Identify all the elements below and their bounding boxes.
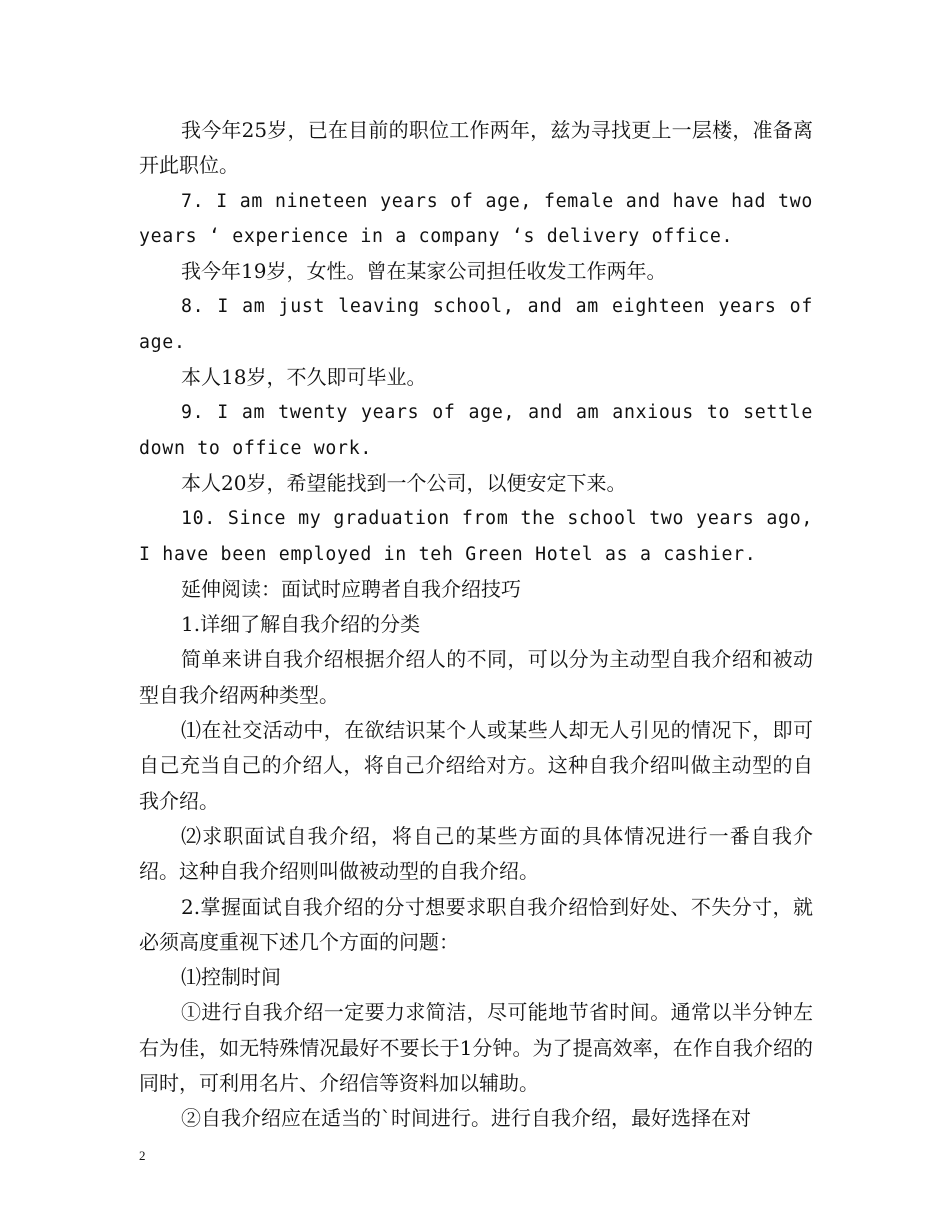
paragraph: ⑴在社交活动中，在欲结识某个人或某些人却无人引见的情况下，即可自己充当自己的介绍人，将自己介绍给对方。这种自我介绍叫做主动型的自我介绍。 — [139, 718, 813, 813]
paragraph-english: 9. I am twenty years of age, and am anxious to settle down to office work. — [139, 402, 813, 459]
paragraph-english: 7. I am nineteen years of age, female and have had two years ‘ experience in a company ‘s delivery office. — [139, 190, 813, 247]
paragraph: 我今年25岁，已在目前的职位工作两年，兹为寻找更上一层楼，准备离开此职位。 — [139, 118, 813, 178]
subsection-heading: 1.详细了解自我介绍的分类 — [181, 612, 421, 637]
page-number: 2 — [139, 1148, 146, 1163]
paragraph: ①进行自我介绍一定要力求简洁，尽可能地节省时间。通常以半分钟左右为佳，如无特殊情况最好不要长于1分钟。为了提高效率，在作自我介绍的同时，可利用名片、介绍信等资料加以辅助。 — [139, 1000, 813, 1096]
paragraph: ⑵求职面试自我介绍，将自己的某些方面的具体情况进行一番自我介绍。这种自我介绍则叫做被动型的自我介绍。 — [139, 823, 813, 884]
document-body — [139, 113, 813, 1137]
subsection-heading: 2.掌握面试自我介绍的分寸想要求职自我介绍恰到好处、不失分寸，就必须高度重视下述几个方面的问题： — [139, 894, 813, 954]
paragraph: 本人18岁，不久即可毕业。 — [181, 365, 427, 390]
paragraph: 简单来讲自我介绍根据介绍人的不同，可以分为主动型自我介绍和被动型自我介绍两种类型。 — [139, 647, 813, 707]
paragraph-english: 8. I am just leaving school, and am eighteen years of age. — [139, 296, 813, 353]
paragraph: 本人20岁，希望能找到一个公司，以便安定下来。 — [181, 470, 627, 495]
paragraph: 我今年19岁，女性。曾在某家公司担任收发工作两年。 — [181, 259, 667, 284]
list-heading: ⑴控制时间 — [181, 965, 281, 990]
paragraph: ②自我介绍应在适当的`时间进行。进行自我介绍，最好选择在对 — [181, 1106, 751, 1131]
section-heading: 延伸阅读：面试时应聘者自我介绍技巧 — [181, 576, 521, 601]
paragraph-english: 10. Since my graduation from the school two years ago, I have been employed in teh Green Hotel as a cashier. — [139, 508, 813, 565]
